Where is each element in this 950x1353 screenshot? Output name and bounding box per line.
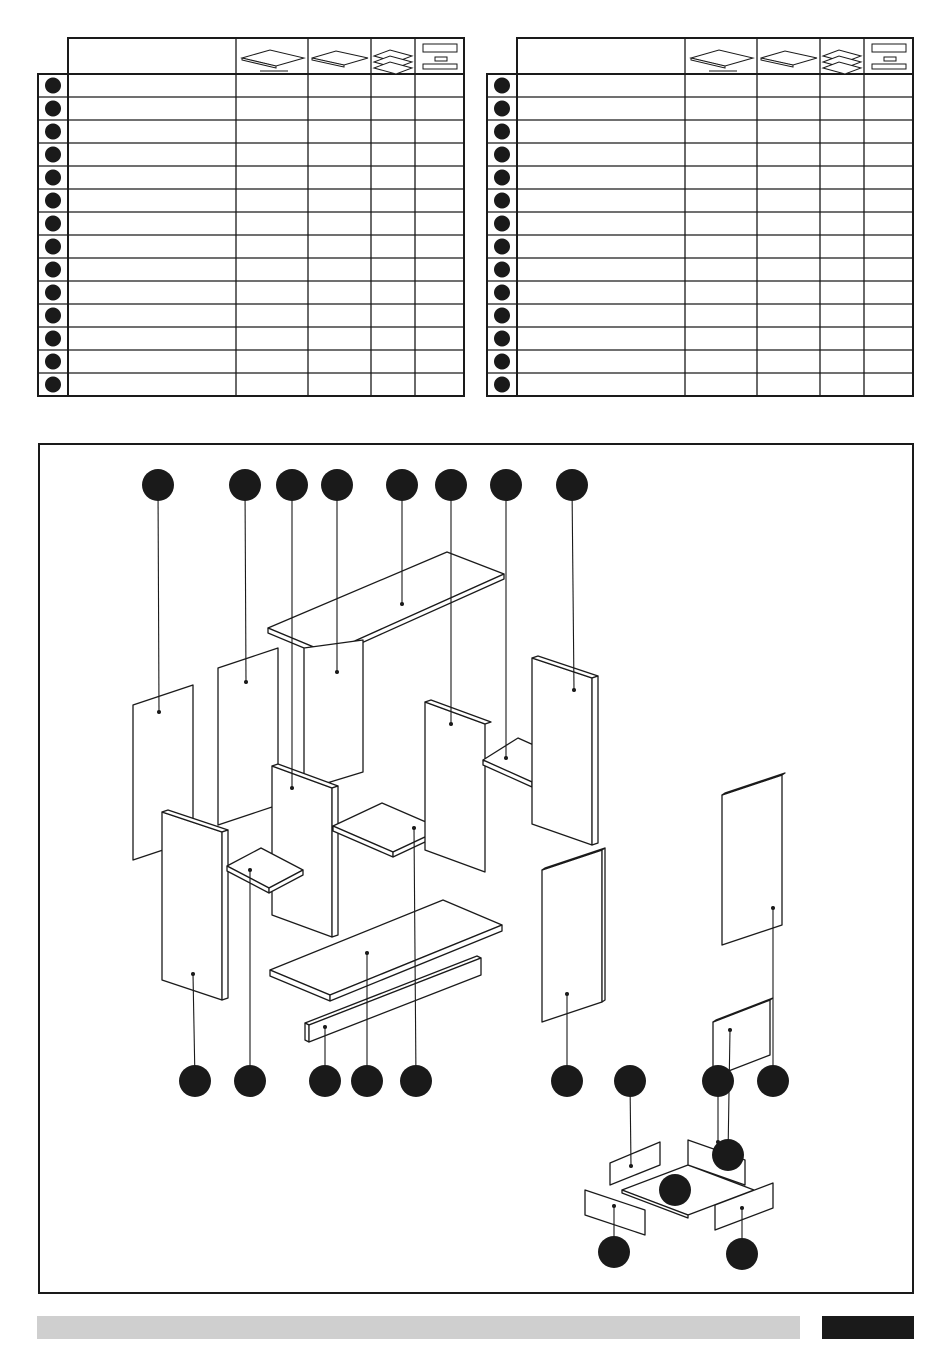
part-callout-marker: [614, 1065, 646, 1097]
part-callout-marker: [276, 469, 308, 501]
part-callout-marker: [551, 1065, 583, 1097]
side-panel-right: [532, 658, 592, 845]
part-callout-marker: [400, 1065, 432, 1097]
part-callout-marker: [351, 1065, 383, 1097]
part-callout-marker: [659, 1174, 691, 1206]
part-callout-marker: [179, 1065, 211, 1097]
back-panel-left2: [218, 648, 278, 825]
part-callout-marker: [435, 469, 467, 501]
door-panel-1: [542, 850, 602, 1022]
part-callout-marker: [598, 1236, 630, 1268]
part-callout-marker: [556, 469, 588, 501]
footer-bar: [37, 1316, 800, 1339]
part-callout-marker: [386, 469, 418, 501]
part-callout-marker: [712, 1139, 744, 1171]
part-callout-marker: [321, 469, 353, 501]
part-callout-marker: [142, 469, 174, 501]
part-callout-marker: [229, 469, 261, 501]
part-callout-marker: [309, 1065, 341, 1097]
divider-panel-2: [425, 702, 485, 872]
part-callout-marker: [234, 1065, 266, 1097]
part-callout-marker: [757, 1065, 789, 1097]
part-callout-marker: [490, 469, 522, 501]
side-panel-left: [162, 812, 222, 1000]
top-panel: [268, 552, 504, 653]
back-panel-center: [304, 640, 363, 790]
divider-panel-1: [272, 766, 332, 937]
part-callout-marker: [726, 1238, 758, 1270]
footer-page-block: [822, 1316, 914, 1339]
